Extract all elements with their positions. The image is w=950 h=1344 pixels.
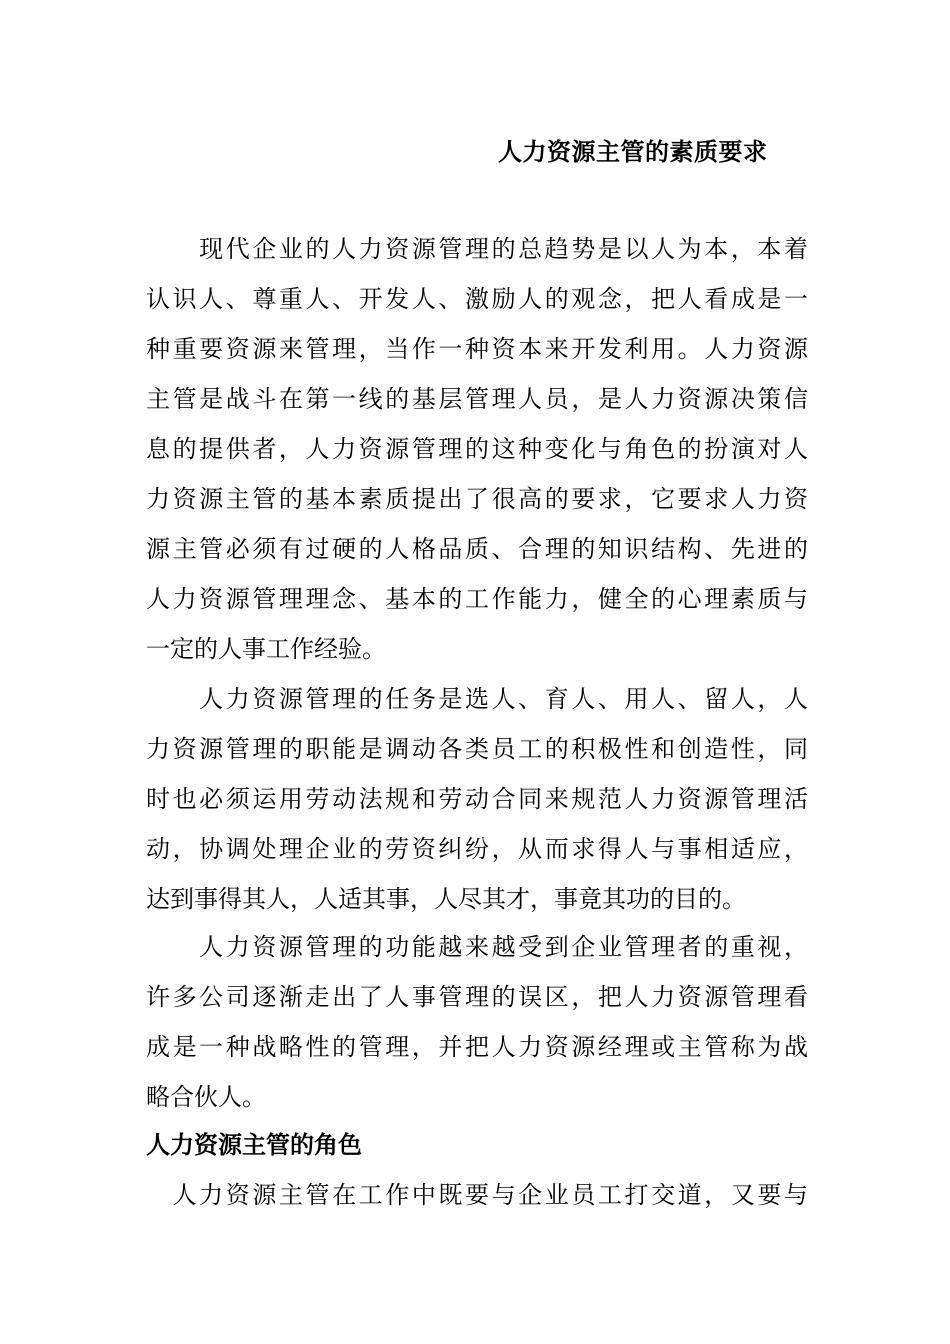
paragraph-1-line-4: 主管是战斗在第一线的基层管理人员，是人力资源决策信 — [146, 385, 808, 413]
paragraph-1-line-1: 现代企业的人力资源管理的总趋势是以人为本，本着 — [146, 235, 808, 263]
paragraph-1-line-8: 人力资源管理理念、基本的工作能力，健全的心理素质与 — [146, 585, 808, 613]
paragraph-1-line-3: 种重要资源来管理，当作一种资本来开发利用。人力资源 — [146, 335, 808, 363]
document-title: 人力资源主管的素质要求 — [498, 137, 768, 166]
paragraph-2-line-3: 时也必须运用劳动法规和劳动合同来规范人力资源管理活 — [146, 785, 808, 813]
paragraph-3-line-1: 人力资源管理的功能越来越受到企业管理者的重视， — [146, 933, 808, 961]
paragraph-1-line-6: 力资源主管的基本素质提出了很高的要求，它要求人力资 — [146, 485, 808, 513]
paragraph-3-line-3: 成是一种战略性的管理，并把人力资源经理或主管称为战 — [146, 1033, 808, 1061]
paragraph-1-line-9: 一定的人事工作经验。 — [146, 635, 386, 663]
paragraph-3-line-4: 略合伙人。 — [146, 1083, 266, 1111]
paragraph-2-line-4: 动，协调处理企业的劳资纠纷，从而求得人与事相适应， — [146, 835, 808, 863]
paragraph-1-line-5: 息的提供者，人力资源管理的这种变化与角色的扮演对人 — [146, 435, 808, 463]
paragraph-2-line-2: 力资源管理的职能是调动各类员工的积极性和创造性，同 — [146, 735, 808, 763]
section-heading: 人力资源主管的角色 — [146, 1130, 362, 1159]
paragraph-1-line-2: 认识人、尊重人、开发人、激励人的观念，把人看成是一 — [146, 285, 808, 313]
paragraph-1-line-7: 源主管必须有过硬的人格品质、合理的知识结构、先进的 — [146, 535, 808, 563]
section-paragraph-line-1: 人力资源主管在工作中既要与企业员工打交道，又要与 — [146, 1181, 808, 1209]
paragraph-2-line-5: 达到事得其人，人适其事，人尽其才，事竟其功的目的。 — [146, 885, 746, 913]
paragraph-2-line-1: 人力资源管理的任务是选人、育人、用人、留人，人 — [146, 685, 808, 713]
paragraph-3-line-2: 许多公司逐渐走出了人事管理的误区，把人力资源管理看 — [146, 983, 808, 1011]
